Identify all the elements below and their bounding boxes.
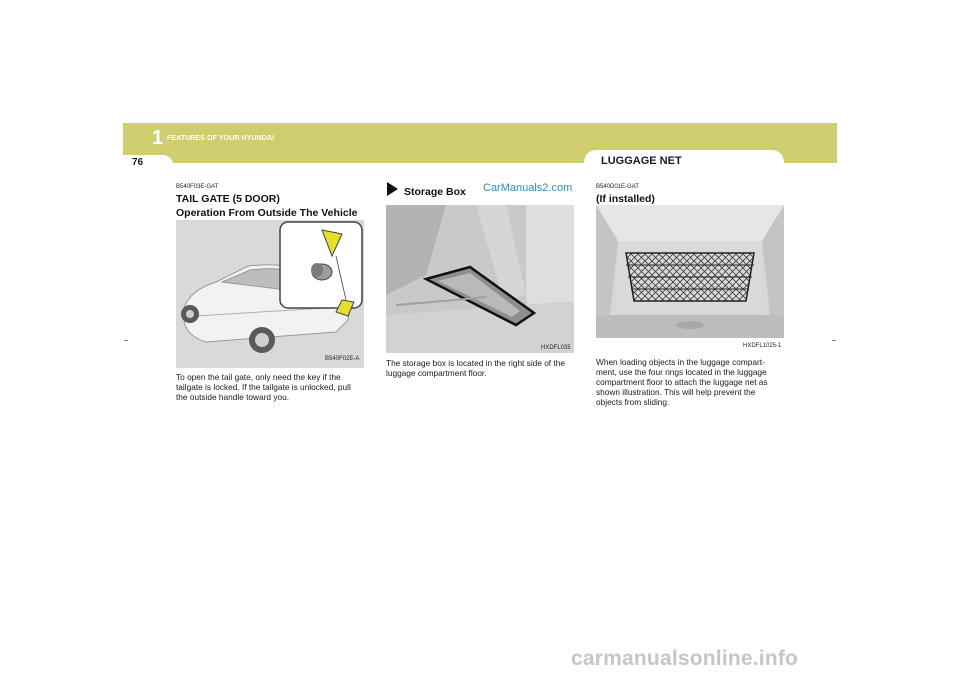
tailgate-figure — [176, 220, 364, 368]
tailgate-body-line-3: the outside handle toward you. — [176, 392, 290, 402]
storage-box-body-line-2: luggage compartment floor. — [386, 368, 487, 378]
page-number-tab — [123, 155, 173, 169]
tailgate-body-line-1: To open the tail gate, only need the key if the — [176, 372, 341, 382]
chapter-title: FEATURES OF YOUR HYUNDAI — [167, 135, 275, 142]
storage-box-heading: Storage Box — [404, 186, 466, 198]
section-code-luggage-net: B540D01E-GAT — [596, 184, 639, 190]
tailgate-body-line-2: tailgate is locked. If the tailgate is unlocked, pull — [176, 382, 351, 392]
luggage-net-body-line-4: shown illustration. This will help prevent the — [596, 387, 756, 397]
luggage-net-body-line-1: When loading objects in the luggage compart- — [596, 357, 765, 367]
tailgate-heading: TAIL GATE (5 DOOR) — [176, 193, 280, 205]
luggage-net-figure — [596, 205, 784, 338]
storage-box-figure-caption: HXDFL035 — [541, 345, 571, 351]
crop-mark-right — [832, 340, 836, 341]
section-code-tailgate: B540F03E-GAT — [176, 184, 219, 190]
storage-box-illustration — [386, 205, 574, 353]
luggage-net-illustration — [596, 205, 784, 338]
crop-mark-left — [124, 340, 128, 341]
carmanuals2-watermark: CarManuals2.com — [483, 182, 573, 194]
carmanualsonline-watermark: carmanualsonline.info — [571, 647, 799, 670]
luggage-net-body-line-5: objects from sliding. — [596, 397, 670, 407]
tailgate-subheading: Operation From Outside The Vehicle — [176, 207, 358, 219]
luggage-net-body-line-3: compartment floor to attach the luggage net as — [596, 377, 768, 387]
luggage-net-heading: (If installed) — [596, 193, 655, 205]
page-number: 76 — [132, 157, 144, 168]
section-title: LUGGAGE NET — [601, 155, 682, 167]
tailgate-figure-caption: B540F02E-A — [325, 356, 360, 362]
luggage-net-figure-caption: HXDFL1025-1 — [743, 343, 782, 349]
car-rear-illustration — [176, 220, 364, 368]
luggage-net-body-line-2: ment, use the four rings located in the luggage — [596, 367, 767, 377]
storage-box-body-line-1: The storage box is located in the right side of the — [386, 358, 565, 368]
arrow-bullet-icon — [387, 182, 398, 196]
chapter-number: 1 — [152, 127, 164, 149]
storage-box-figure — [386, 205, 574, 353]
